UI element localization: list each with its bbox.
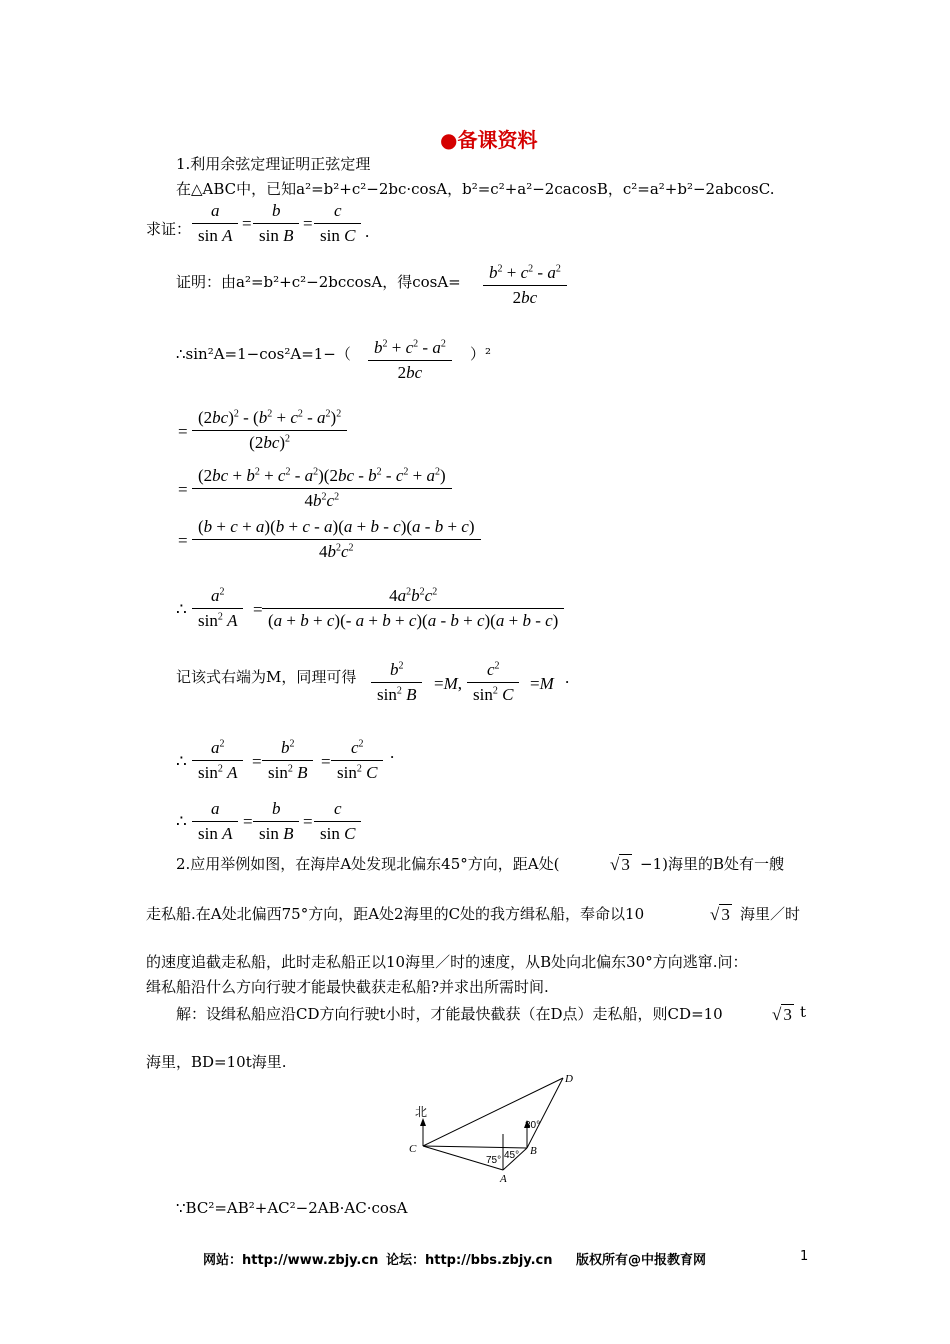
s2-line1: 2.应用举例如图，在海岸A处发现北偏东45°方向，距A处(	[176, 855, 560, 873]
frac-a2-sin2A: $\frac{a^2}{\sin^2 A}$	[192, 586, 243, 631]
frac-b2-sin2B: $\frac{b^2}{\sin^2 B}$	[371, 660, 422, 705]
equals: =	[252, 752, 262, 771]
frac-a2-sin2A-2: $\frac{a^2}{\sin^2 A}$	[192, 738, 243, 783]
footer-site: 网站：http://www.zbjy.cn	[203, 1253, 379, 1268]
north-arrow-icon	[420, 1118, 426, 1126]
frac-b-sinB-final: $\frac{b}{\text{sin B}}$	[253, 799, 299, 844]
equals: =	[303, 214, 313, 233]
sin2-line: ∴sin²A=1−cos²A=1−（	[176, 345, 351, 363]
period: .	[365, 222, 370, 241]
sqrt3: √ 3	[772, 1005, 792, 1024]
prove-label: 求证：	[146, 220, 192, 238]
segment-CD	[423, 1078, 563, 1146]
therefore-symbol: ∴	[176, 812, 187, 831]
s2-line1b: −1)海里的B处有一艘	[640, 855, 784, 873]
frac-c2-sin2C: $\frac{c^2}{\sin^2 C}$	[467, 660, 519, 705]
eq-M-2: =M	[530, 674, 554, 693]
s2-solution1: 解：设缉私船应沿CD方向行驶t小时，才能最快截获（在D点）走私船，则CD=10	[176, 1005, 723, 1023]
angle-75: 75°	[486, 1155, 502, 1166]
section1-heading: 1.利用余弦定理证明正弦定理	[176, 155, 371, 173]
equals: =	[178, 422, 188, 441]
frac-b2-sin2B-2: $\frac{b^2}{\sin^2 B}$	[262, 738, 313, 783]
label-north: 北	[415, 1105, 428, 1119]
sin2-close: ）²	[470, 345, 492, 363]
equals: =	[253, 600, 263, 619]
s2-last-line: ∵BC²=AB²+AC²−2AB·AC·cosA	[176, 1199, 408, 1217]
page-title: ●备课资料	[440, 128, 538, 152]
frac-cosA: $\frac{b^2 + c^2 - a^2}{2bc}$	[483, 263, 567, 308]
label-A: A	[500, 1173, 507, 1185]
frac-cosA-repeat: $\frac{b^2 + c^2 - a^2}{2bc}$	[368, 338, 452, 383]
period: .	[390, 743, 395, 762]
page-number: 1	[800, 1249, 809, 1264]
frac-step2: $\frac{(2bc + b^2 + c^2 - a^2)(2bc - b^2 - c^2 + a^2)}{4b^2c^2}$	[192, 466, 452, 511]
given-statement: 在△ABC中，已知a²=b²+c²−2bc·cosA，b²=c²+a²−2cacosB，c²=a²+b²−2abcosC.	[176, 180, 775, 198]
therefore-symbol: ∴	[176, 600, 187, 619]
angle-45: 45°	[504, 1150, 520, 1161]
equals: =	[242, 214, 252, 233]
frac-c2-sin2C-2: $\frac{c^2}{\sin^2 C}$	[331, 738, 383, 783]
angle-30: 30°	[525, 1120, 541, 1131]
proof-intro: 证明：由a²=b²+c²−2bccosA，得cosA=	[176, 273, 461, 291]
frac-step3: $\frac{(b + c + a)(b + c - a)(a + b - c)(a - b + c)}{4b^2c^2}$	[192, 517, 481, 562]
footer-copyright: 版权所有@中报教育网	[576, 1253, 707, 1268]
geometry-diagram	[405, 1068, 585, 1188]
period: .	[565, 668, 570, 687]
frac-c-sinC-final: $\frac{c}{\text{sin C}}$	[314, 799, 361, 844]
label-C: C	[409, 1143, 417, 1155]
therefore-symbol: ∴	[176, 752, 187, 771]
footer-forum: 论坛：http://bbs.zbjy.cn	[386, 1253, 553, 1268]
s2-line2a: 走私船.在A处北偏西75°方向，距A处2海里的C处的我方缉私船，奉命以10	[146, 905, 645, 923]
note-line: 记该式右端为M，同理可得	[176, 668, 357, 686]
equals: =	[178, 531, 188, 550]
label-D: D	[565, 1073, 573, 1085]
s2-solution2: 海里，BD=10t海里.	[146, 1053, 287, 1071]
frac-b-sinB: $\frac{b}{\text{sin B}}$	[253, 201, 299, 246]
eq-M-1: =M,	[434, 674, 463, 693]
frac-M: $\frac{4a^2b^2c^2}{(a + b + c)(- a + b + c)(a - b + c)(a + b - c)}$	[262, 586, 564, 631]
frac-a-sinA: $\frac{a}{\text{sin A}}$	[192, 201, 238, 246]
frac-a-sinA-final: $\frac{a}{\text{sin A}}$	[192, 799, 238, 844]
s2-solution1b: t	[800, 1003, 807, 1021]
sqrt3: √ 3	[610, 855, 630, 874]
equals: =	[303, 812, 313, 831]
frac-c-sinC: $\frac{c}{\text{sin C}}$	[314, 201, 361, 246]
equals: =	[321, 752, 331, 771]
segment-BD	[527, 1078, 563, 1148]
s2-line3: 的速度追截走私船，此时走私船正以10海里／时的速度，从B处向北偏东30°方向逃窜.问：	[146, 953, 748, 971]
equals: =	[178, 480, 188, 499]
segment-CB	[423, 1146, 527, 1148]
frac-step1: $\frac{(2bc)^2 - (b^2 + c^2 - a^2)^2}{(2bc)^2}$	[192, 408, 347, 453]
equals: =	[243, 812, 253, 831]
label-B: B	[530, 1145, 537, 1157]
s2-line4: 缉私船沿什么方向行驶才能最快截获走私船?并求出所需时间.	[146, 978, 549, 996]
sqrt3: √ 3	[710, 905, 730, 924]
s2-line2b: 海里／时	[740, 905, 801, 923]
